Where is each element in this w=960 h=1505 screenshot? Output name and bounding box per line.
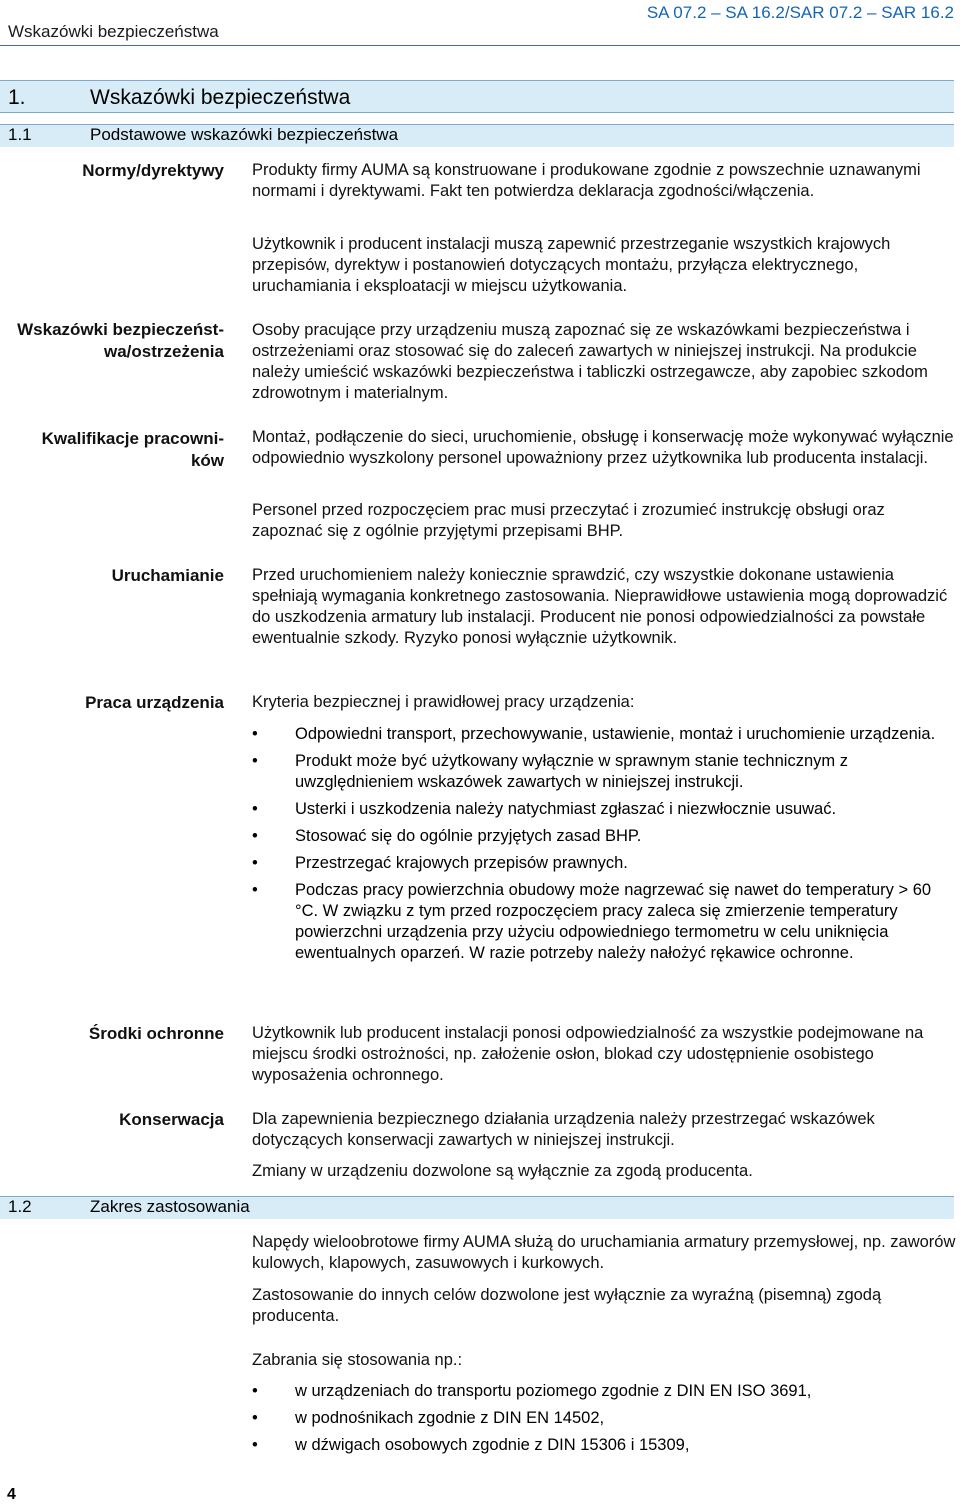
- side-label-praca: Praca urządzenia: [85, 693, 224, 712]
- list-item: • Usterki i uszkodzenia należy natychmiast zgłaszać i niezwłocznie usuwać.: [252, 800, 837, 818]
- list-item: • w podnośnikach zgodnie z DIN EN 14502,: [252, 1409, 605, 1427]
- paragraph-zakres-3: Zabrania się stosowania np.:: [252, 1351, 463, 1369]
- side-label-konserwacja: Konserwacja: [119, 1110, 224, 1129]
- bullet-icon: •: [252, 1382, 258, 1400]
- paragraph-kwalifikacje-1: Montaż, podłączenie do sieci, uruchomienie, obsługę i konserwację może wykonywać wyłącznie odpowiednio wyszkolony personel upoważniony przez użytkownika lub producenta instalacji.: [252, 428, 954, 467]
- paragraph-srodki: Użytkownik lub producent instalacji ponosi odpowiedzialność za wszystkie podejmowane na miejscu środki ostrożności, np. założenie osłon, blokad czy udostępnienie osobistego wyposażenia ochronnego.: [252, 1024, 924, 1084]
- list-item: • Stosować się do ogólnie przyjętych zasad BHP.: [252, 827, 642, 845]
- paragraph-ostrzezenia: Osoby pracujące przy urządzeniu muszą zapoznać się ze wskazówkami bezpieczeństwa i ostrzeżeniami oraz stosować się do zaleceń zawartych w niniejszej instrukcji. Na produkcie należy umieścić wskazówki bezpieczeństwa i tabliczki ostrzegawcze, aby zapobiec szkodom zdrowotnym i materialnym.: [252, 321, 928, 402]
- paragraph-normy-1: Produkty firmy AUMA są konstruowane i produkowane zgodnie z powszechnie uznawanymi normami i dyrektywami. Fakt ten potwierdza deklaracja zgodności/włączenia.: [252, 161, 921, 200]
- section-1-2-title: Zakres zastosowania: [90, 1197, 250, 1216]
- header-divider: [0, 45, 960, 46]
- bullet-icon: •: [252, 827, 258, 845]
- list-item: • Odpowiedni transport, przechowywanie, ustawienie, montaż i uruchomienie urządzenia.: [252, 725, 936, 743]
- section-1-1-number: 1.1: [8, 125, 32, 144]
- paragraph-zakres-1: Napędy wieloobrotowe firmy AUMA służą do uruchamiania armatury przemysłowej, np. zaworów kulowych, klapowych, zasuwowych i kurkowych.: [252, 1233, 956, 1272]
- section-1-2-number: 1.2: [8, 1197, 32, 1216]
- bullet-icon: •: [252, 800, 258, 818]
- side-label-kwalifikacje: Kwalifikacje pracowni- ków: [41, 429, 224, 470]
- side-label-normy: Normy/dyrektywy: [82, 161, 224, 180]
- list-item: • w dźwigach osobowych zgodnie z DIN 15306 i 15309,: [252, 1436, 690, 1454]
- paragraph-konserwacja-1: Dla zapewnienia bezpiecznego działania urządzenia należy przestrzegać wskazówek dotyczących konserwacji zawartych w niniejszej instrukcji.: [252, 1110, 875, 1149]
- header-doc-title: Wskazówki bezpieczeństwa: [8, 22, 219, 41]
- side-label-srodki: Środki ochronne: [88, 1024, 224, 1043]
- bullet-icon: •: [252, 752, 258, 770]
- section-1-title: Wskazówki bezpieczeństwa: [90, 86, 351, 109]
- list-item: • Przestrzegać krajowych przepisów prawnych.: [252, 854, 628, 872]
- section-1-heading: [0, 80, 954, 113]
- paragraph-praca-intro: Kryteria bezpiecznej i prawidłowej pracy urządzenia:: [252, 693, 635, 711]
- list-item: • Podczas pracy powierzchnia obudowy może nagrzewać się nawet do temperatury > 60 °C. W związku z tym przed rozpoczęciem pracy zaleca się zmierzenie temperatury powierzchni urządzenia przy użyciu odpowiedniego termometru w celu uniknięcia ewentualnych oparzeń. W razie potrzeby należy nałożyć rękawice ochronne.: [252, 881, 932, 962]
- bullet-icon: •: [252, 1436, 258, 1454]
- praca-bullet-list: [252, 724, 958, 964]
- bullet-icon: •: [252, 854, 258, 872]
- paragraph-uruchamianie: Przed uruchomieniem należy koniecznie sprawdzić, czy wszystkie dokonane ustawienia spełniają wymagania konkretnego zastosowania. Nieprawidłowe ustawienia mogą doprowadzić do uszkodzenia armatury lub instalacji. Producent nie ponosi odpowiedzialności za powstałe ewentualnie szkody. Ryzyko ponosi wyłącznie użytkownik.: [252, 566, 948, 647]
- header-models: SA 07.2 – SA 16.2/SAR 07.2 – SAR 16.2: [646, 3, 954, 22]
- zakres-bullet-list: [252, 1381, 958, 1456]
- bullet-icon: •: [252, 725, 258, 743]
- bullet-icon: •: [252, 881, 258, 899]
- page-header: [0, 0, 960, 46]
- section-1-2-heading: [0, 1196, 954, 1219]
- bullet-icon: •: [252, 1409, 258, 1427]
- page-number: 4: [7, 1486, 16, 1503]
- side-label-uruchamianie: Uruchamianie: [111, 566, 224, 585]
- list-item: • Produkt może być użytkowany wyłącznie w sprawnym stanie technicznym z uwzględnieniem wskazówek zawartych w niniejszej instrukcji.: [252, 752, 848, 791]
- paragraph-normy-2: Użytkownik i producent instalacji muszą zapewnić przestrzeganie wszystkich krajowych przepisów, dyrektyw i postanowień dotyczących montażu, przyłącza elektrycznego, uruchamiania i eksploatacji w miejscu użytkowania.: [252, 235, 891, 295]
- list-item: • w urządzeniach do transportu poziomego zgodnie z DIN EN ISO 3691,: [252, 1382, 812, 1400]
- paragraph-konserwacja-2: Zmiany w urządzeniu dozwolone są wyłącznie za zgodą producenta.: [252, 1162, 753, 1180]
- section-1-1-title: Podstawowe wskazówki bezpieczeństwa: [90, 125, 399, 144]
- paragraph-kwalifikacje-2: Personel przed rozpoczęciem prac musi przeczytać i zrozumieć instrukcję obsługi oraz zapoznać się z ogólnie przyjętymi przepisami BHP.: [252, 501, 885, 540]
- paragraph-zakres-2: Zastosowanie do innych celów dozwolone jest wyłącznie za wyraźną (pisemną) zgodą producenta.: [252, 1286, 882, 1325]
- section-1-1-heading: [0, 124, 954, 147]
- side-label-ostrzezenia: Wskazówki bezpieczeńst- wa/ostrzeżenia: [17, 320, 224, 361]
- section-1-number: 1.: [8, 86, 26, 109]
